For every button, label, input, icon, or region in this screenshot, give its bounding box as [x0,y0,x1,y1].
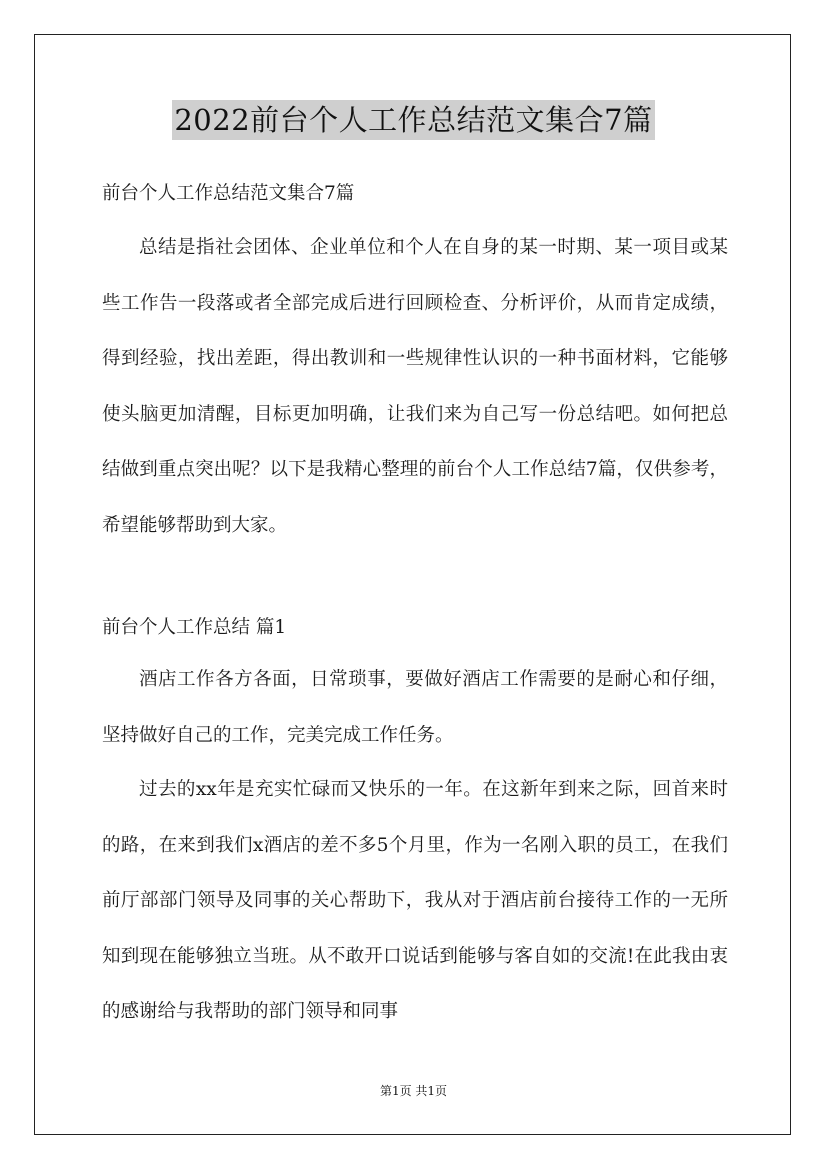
title-container [0,100,827,140]
section-1-heading: 前台个人工作总结 篇1 [102,617,287,638]
section-1-paragraph-1: 酒店工作各方各面，日常琐事，要做好酒店工作需要的是耐心和仔细，坚持做好自己的工作，完美完成工作任务。 [102,669,728,746]
document-title: 2022前台个人工作总结范文集合7篇 [172,100,654,140]
page-footer: 第1页 共1页 [379,1084,448,1098]
intro-paragraph: 总结是指社会团体、企业单位和个人在自身的某一时期、某一项目或某些工作告一段落或者全部完成后进行回顾检查、分析评价，从而肯定成绩，得到经验，找出差距，得出教训和一些规律性认识的一种书面材料，它能够使头脑更加清醒，目标更加明确，让我们来为自己写一份总结吧。如何把总结做到重点突出呢？以下是我精心整理的前台个人工作总结7篇，仅供参考，希望能够帮助到大家。 [102,237,728,536]
section-1-paragraph-2: 过去的xx年是充实忙碌而又快乐的一年。在这新年到来之际，回首来时的路，在来到我们x酒店的差不多5个月里，作为一名刚入职的员工，在我们前厅部部门领导及同事的关心帮助下，我从对于酒店前台接待工作的一无所知到现在能够独立当班。从不敢开口说话到能够与客自如的交流!在此我由衷的感谢给与我帮助的部门领导和同事 [102,779,728,1022]
document-subtitle: 前台个人工作总结范文集合7篇 [102,183,355,204]
